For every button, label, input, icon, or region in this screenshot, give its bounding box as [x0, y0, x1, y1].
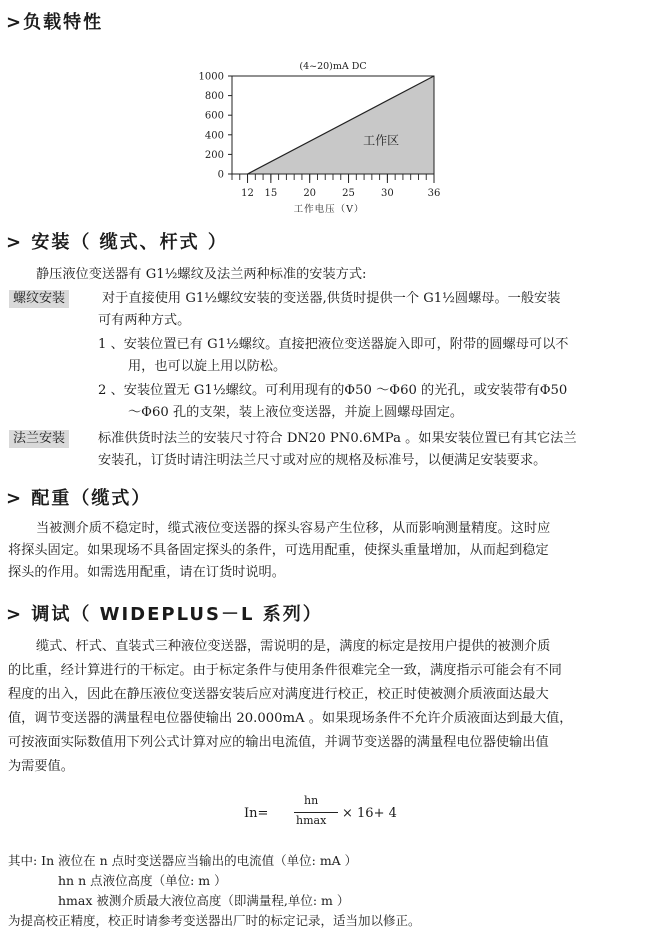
x-tick-label: 20	[303, 188, 317, 199]
thread-line: 用，也可以旋上用以防松。	[128, 359, 287, 374]
y-tick-label: 600	[204, 110, 224, 122]
weight-line: 当被测介质不稳定时，缆式液位变送器的探头容易产生位移，从而影响测量精度。这时应	[36, 521, 551, 536]
section-heading-install: > 安装（ 缆式、杆式 ）	[6, 232, 228, 253]
thread-line: 1 、安装位置已有 G1½螺纹。直接把液位变送器旋入即可，附带的圆螺母可以不	[98, 337, 569, 352]
install-intro: 静压液位变送器有 G1½螺纹及法兰两种标准的安装方式:	[36, 267, 367, 282]
section-heading-load: >负载特性	[6, 12, 104, 33]
debug-line: 值，调节变送器的满量程电位器使输出 20.000mA 。如果现场条件不允许介质液面达到最大值，	[8, 711, 573, 726]
chart-title: (4~20)mA DC	[299, 61, 367, 72]
formula-note: hmax 被测介质最大液位高度（即满量程,单位: m ）	[58, 893, 350, 908]
weight-line: 探头的作用。如需选用配重，请在订货时说明。	[8, 565, 285, 580]
section-heading-weight: > 配重（缆式）	[6, 488, 152, 509]
y-tick-label: 0	[217, 169, 224, 181]
formula-note: hn n 点液位高度（单位: m ）	[58, 873, 227, 888]
x-tick-label: 25	[342, 188, 355, 199]
flange-line: 标准供货时法兰的安装尺寸符合 DN20 PN0.6MPa 。如果安装位置已有其它法兰	[98, 431, 577, 446]
load-characteristic-chart	[180, 56, 460, 226]
formula-note: 其中: In 液位在 n 点时变送器应当输出的电流值（单位: mA ）	[8, 853, 358, 868]
thread-line: 2 、安装位置无 G1½螺纹。可利用现有的Φ50 ～Φ60 的光孔，或安装带有Φ50	[98, 383, 568, 398]
debug-line: 的比重，经计算进行的干标定。由于标定条件与使用条件很难完全一致，满度指示可能会有不同	[8, 663, 562, 678]
debug-line: 程度的出入，因此在静压液位变送器安装后应对满度进行校正，校正时使被测介质液面达最大	[8, 687, 549, 702]
debug-line: 可按液面实际数值用下列公式计算对应的输出电流值，并调节变送器的满量程电位器使输出值	[8, 735, 549, 750]
x-tick-label: 12	[241, 188, 254, 199]
x-tick-label: 30	[381, 188, 394, 199]
flange-install-tag: 法兰安装	[9, 430, 69, 448]
x-axis-label: 工作电压（V）	[293, 204, 365, 215]
formula-lhs: In=	[244, 806, 269, 821]
formula-rhs: × 16+ 4	[342, 806, 397, 821]
formula-denominator: hmax	[296, 814, 327, 827]
closing-note: 为提高校正精度，校正时请参考变送器出厂时的标定记录，适当加以修正。	[8, 913, 421, 928]
thread-line: 对于直接使用 G1½螺纹安装的变送器,供货时提供一个 G1½圆螺母。一般安装	[102, 291, 561, 306]
debug-line: 缆式、杆式、直装式三种液位变送器，需说明的是，满度的标定是按用户提供的被测介质	[36, 639, 551, 654]
work-area-label: 工作区	[363, 133, 400, 148]
y-tick-label: 800	[204, 91, 224, 103]
thread-line: 可有两种方式。	[98, 313, 191, 328]
formula-fraction-bar	[294, 812, 338, 813]
flange-line: 安装孔，订货时请注明法兰尺寸或对应的规格及标准号，以便满足安装要求。	[98, 453, 547, 468]
formula-numerator: hn	[304, 794, 319, 807]
section-heading-debug: > 调试（ WIDEPLUS－L 系列）	[6, 604, 323, 625]
y-tick-label: 200	[204, 149, 224, 161]
weight-line: 将探头固定。如果现场不具备固定探头的条件，可选用配重，使探头重量增加，从而起到稳定	[8, 543, 549, 558]
thread-line: ～Φ60 孔的支架，装上液位变送器，并旋上圆螺母固定。	[128, 405, 464, 420]
x-tick-label: 15	[264, 188, 278, 199]
y-tick-label: 1000	[198, 71, 224, 83]
thread-install-tag: 螺纹安装	[9, 290, 69, 308]
x-tick-label: 36	[427, 188, 441, 199]
debug-line: 为需要值。	[8, 759, 74, 774]
y-tick-label: 400	[204, 130, 224, 142]
